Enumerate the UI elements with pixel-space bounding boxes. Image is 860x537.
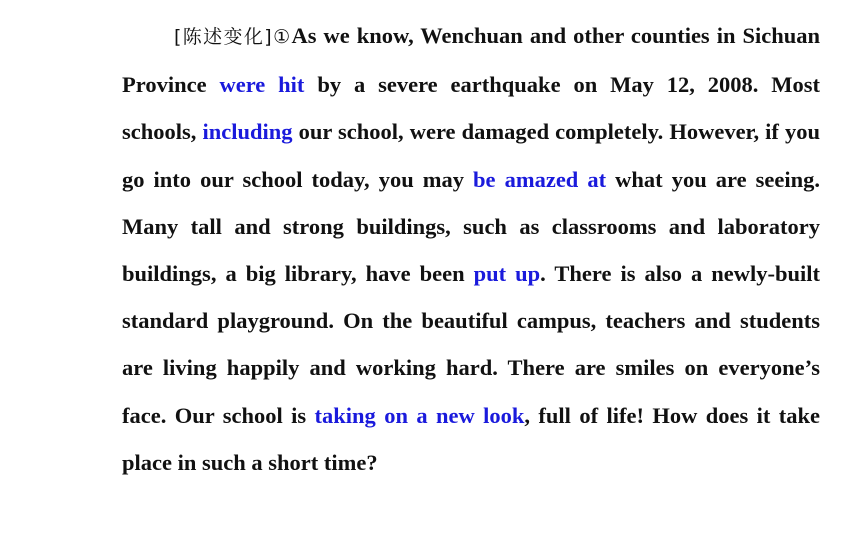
passage-text: what you are seeing. Many tall and strong buildings, such as classrooms and laboratory buildings, a big library, have been — [122, 166, 820, 287]
passage-text: our school, were damaged completely. However, if you go into our school today, you may — [122, 119, 821, 192]
key-phrase: be amazed at — [473, 166, 607, 192]
passage-text: As we know, Wenchuan and other counties in Sichuan Province — [122, 23, 820, 98]
passage-text: . There is also a newly-built standard playground. On the beautiful campus, teachers and students are living happily and working hard. There are smiles on everyone’s face. Our school is — [122, 261, 821, 428]
passage-text: by a severe earthquake on May 12, 2008. Most schools, — [122, 72, 821, 145]
key-phrase: including — [202, 119, 293, 145]
section-tag: [陈述变化] — [174, 26, 272, 48]
passage-paragraph — [122, 12, 820, 486]
key-phrase: put up — [473, 261, 541, 287]
key-phrase: were hit — [219, 72, 305, 98]
key-phrase: taking on a new look — [314, 402, 525, 428]
item-number: ① — [271, 26, 292, 48]
passage-text: , full of life! How does it take place in such a short time? — [122, 402, 820, 475]
